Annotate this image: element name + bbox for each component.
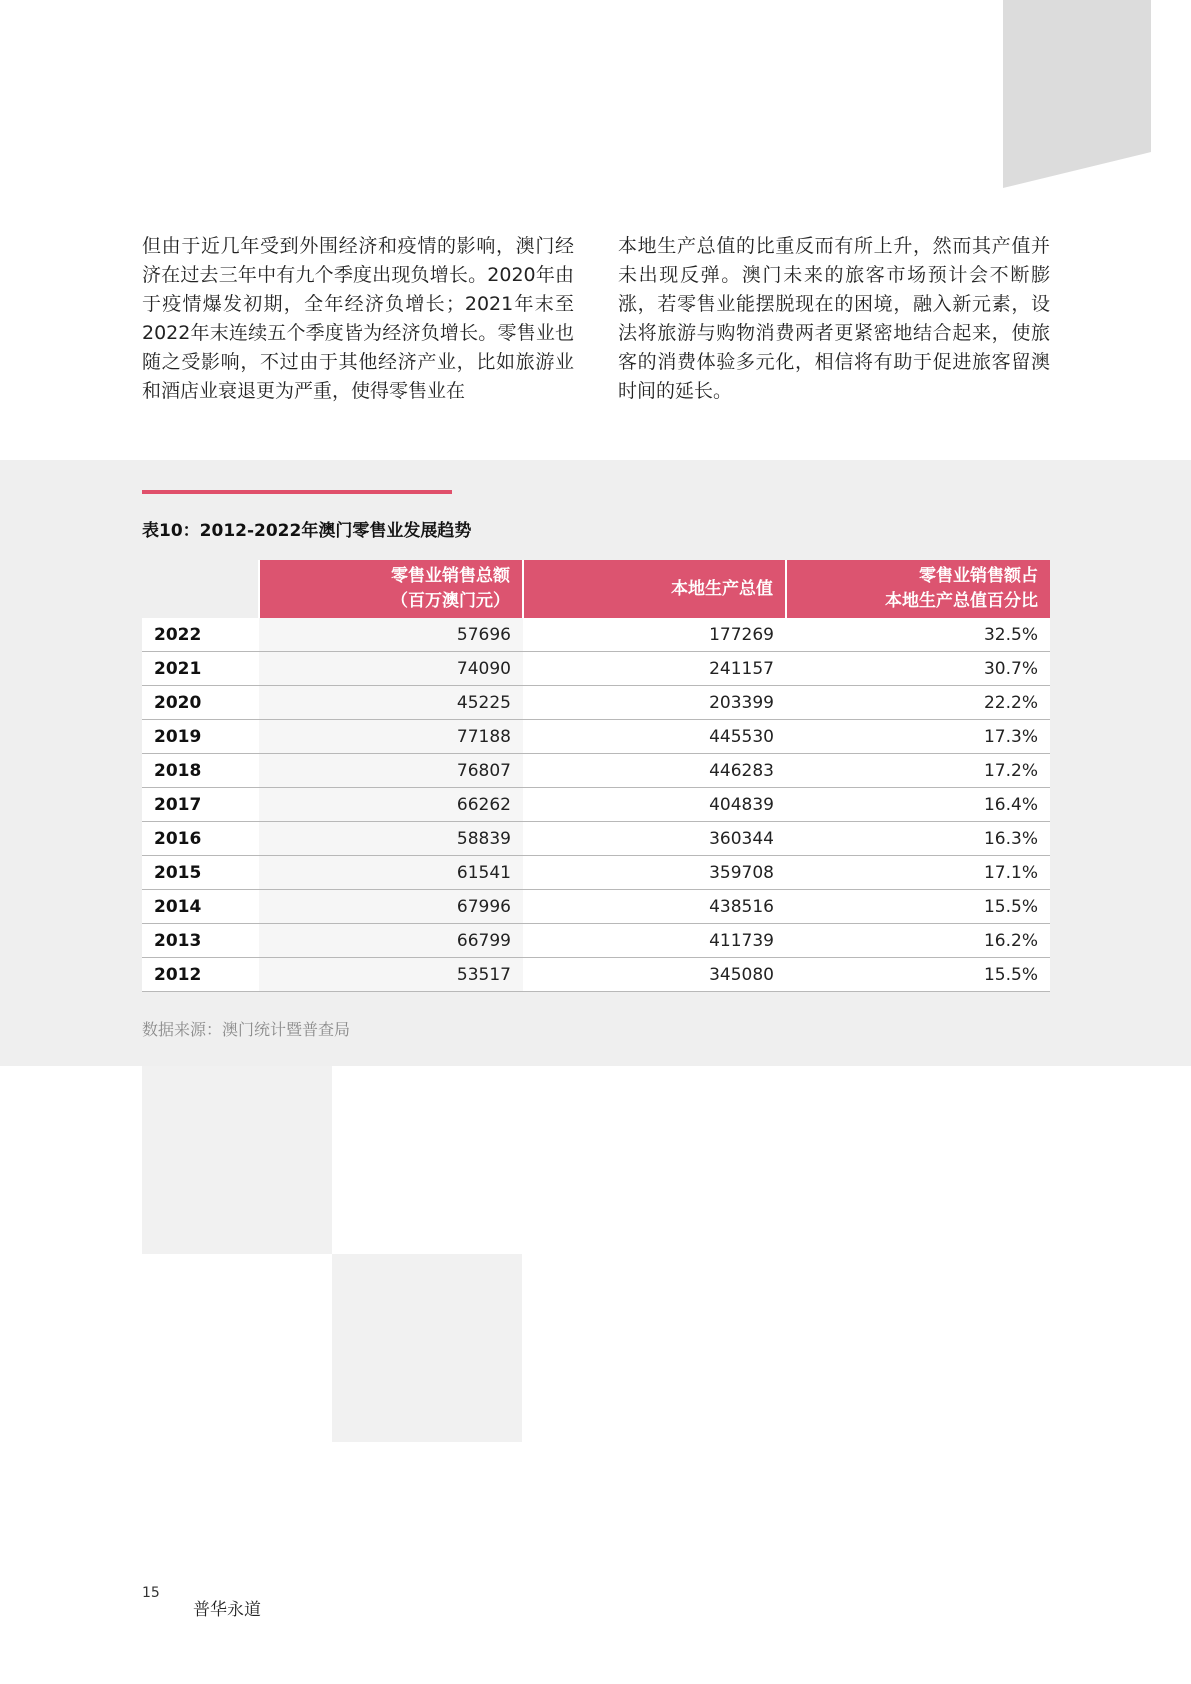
retail-sales-cell: 67996 bbox=[259, 890, 523, 924]
retail-sales-cell: 76807 bbox=[259, 754, 523, 788]
year-cell: 2014 bbox=[142, 890, 259, 924]
intro-paragraph-right: 本地生产总值的比重反而有所上升，然而其产值并未出现反弹。澳门未来的旅客市场预计会不断膨涨，若零售业能摆脱现在的困境，融入新元素，设法将旅游与购物消费两者更紧密地结合起来，使旅客的消费体验多元化，相信将有助于促进旅客留澳时间的延长。 bbox=[618, 235, 1050, 402]
share-cell: 17.2% bbox=[786, 754, 1050, 788]
retail-sales-cell: 74090 bbox=[259, 652, 523, 686]
year-cell: 2019 bbox=[142, 720, 259, 754]
table-row bbox=[142, 958, 1050, 992]
share-cell: 22.2% bbox=[786, 686, 1050, 720]
retail-sales-cell: 57696 bbox=[259, 618, 523, 652]
retail-sales-cell: 77188 bbox=[259, 720, 523, 754]
header-share-line2: 本地生产总值百分比 bbox=[885, 591, 1038, 611]
gdp-cell: 411739 bbox=[523, 924, 786, 958]
header-share bbox=[786, 560, 1050, 618]
header-share-line1: 零售业销售额占 bbox=[919, 566, 1038, 586]
table-caption: 表10：2012-2022年澳门零售业发展趋势 bbox=[142, 521, 472, 541]
gdp-cell: 241157 bbox=[523, 652, 786, 686]
retail-sales-cell: 58839 bbox=[259, 822, 523, 856]
decorative-square bbox=[142, 1066, 332, 1254]
gdp-cell: 345080 bbox=[523, 958, 786, 992]
page-number: 15 bbox=[142, 1585, 160, 1601]
header-retail-sales-line2: （百万澳门元） bbox=[391, 591, 510, 611]
accent-rule bbox=[142, 490, 452, 494]
year-cell: 2015 bbox=[142, 856, 259, 890]
table-row bbox=[142, 720, 1050, 754]
year-cell: 2012 bbox=[142, 958, 259, 992]
retail-sales-cell: 66262 bbox=[259, 788, 523, 822]
gdp-cell: 177269 bbox=[523, 618, 786, 652]
corner-decoration bbox=[1003, 0, 1191, 188]
table-row bbox=[142, 924, 1050, 958]
intro-paragraph-left: 但由于近几年受到外围经济和疫情的影响，澳门经济在过去三年中有九个季度出现负增长。2020年由于疫情爆发初期，全年经济负增长；2021年末至2022年末连续五个季度皆为经济负增长。零售业也随之受影响，不过由于其他经济产业，比如旅游业和酒店业衰退更为严重，使得零售业在 bbox=[142, 235, 574, 402]
share-cell: 15.5% bbox=[786, 958, 1050, 992]
share-cell: 15.5% bbox=[786, 890, 1050, 924]
retail-sales-cell: 45225 bbox=[259, 686, 523, 720]
table-row bbox=[142, 856, 1050, 890]
table-row bbox=[142, 788, 1050, 822]
retail-sales-cell: 61541 bbox=[259, 856, 523, 890]
year-cell: 2016 bbox=[142, 822, 259, 856]
year-cell: 2018 bbox=[142, 754, 259, 788]
header-gdp-label: 本地生产总值 bbox=[671, 578, 773, 599]
header-retail-sales-line1: 零售业销售总额 bbox=[391, 566, 510, 586]
footer-brand: 普华永道 bbox=[193, 1600, 261, 1620]
share-cell: 16.3% bbox=[786, 822, 1050, 856]
gdp-cell: 438516 bbox=[523, 890, 786, 924]
gdp-cell: 359708 bbox=[523, 856, 786, 890]
header-retail-sales bbox=[259, 560, 523, 618]
gdp-cell: 203399 bbox=[523, 686, 786, 720]
header-year-blank bbox=[142, 560, 259, 618]
table-row bbox=[142, 618, 1050, 652]
share-cell: 32.5% bbox=[786, 618, 1050, 652]
gdp-cell: 446283 bbox=[523, 754, 786, 788]
retail-sales-cell: 66799 bbox=[259, 924, 523, 958]
gdp-cell: 360344 bbox=[523, 822, 786, 856]
retail-trend-table bbox=[142, 560, 1050, 992]
year-cell: 2013 bbox=[142, 924, 259, 958]
share-cell: 17.1% bbox=[786, 856, 1050, 890]
decorative-square bbox=[332, 1254, 522, 1442]
year-cell: 2021 bbox=[142, 652, 259, 686]
table-row bbox=[142, 754, 1050, 788]
table-row bbox=[142, 822, 1050, 856]
header-gdp bbox=[523, 560, 786, 618]
share-cell: 16.4% bbox=[786, 788, 1050, 822]
gdp-cell: 404839 bbox=[523, 788, 786, 822]
table-row bbox=[142, 686, 1050, 720]
table-row bbox=[142, 890, 1050, 924]
retail-sales-cell: 53517 bbox=[259, 958, 523, 992]
table-row bbox=[142, 652, 1050, 686]
table-source-note: 数据来源：澳门统计暨普查局 bbox=[142, 1020, 351, 1039]
gdp-cell: 445530 bbox=[523, 720, 786, 754]
share-cell: 30.7% bbox=[786, 652, 1050, 686]
year-cell: 2022 bbox=[142, 618, 259, 652]
table-header-row bbox=[142, 560, 1050, 618]
year-cell: 2020 bbox=[142, 686, 259, 720]
share-cell: 16.2% bbox=[786, 924, 1050, 958]
share-cell: 17.3% bbox=[786, 720, 1050, 754]
year-cell: 2017 bbox=[142, 788, 259, 822]
